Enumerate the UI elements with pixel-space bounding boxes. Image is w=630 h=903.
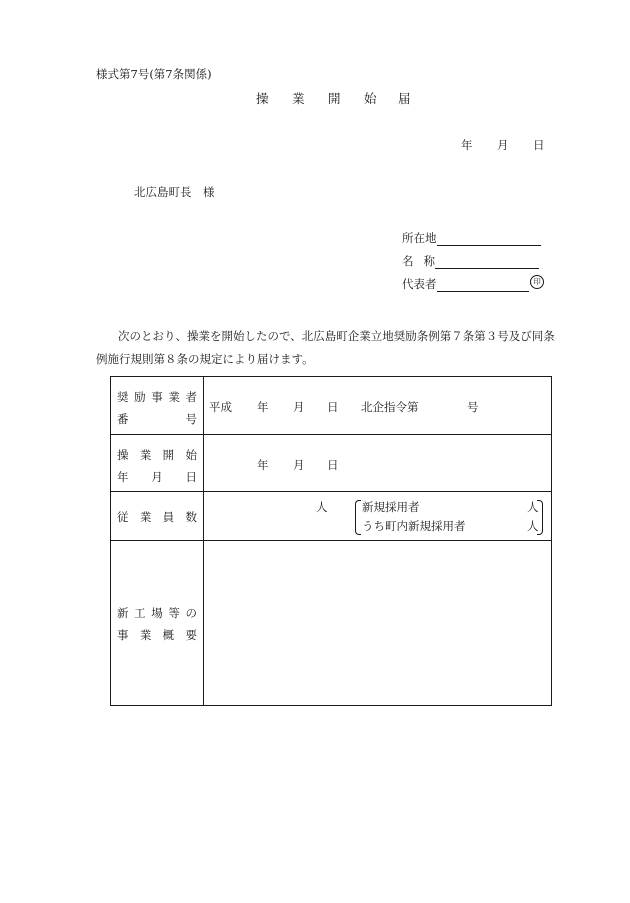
address-line[interactable] [437, 233, 541, 246]
representative-label: 代表者 [402, 277, 437, 291]
form-number: 様式第7号(第7条関係) [96, 67, 212, 81]
business-overview-field[interactable] [204, 541, 552, 706]
new-hires-unit[interactable]: 人 [527, 500, 539, 514]
row-label-operation-start-date: 操 業 開 始 年 月 日 [117, 448, 197, 484]
row-divider [111, 434, 551, 435]
address-label: 所在地 [402, 231, 437, 245]
local-hires-label: うち町内新規採用者 [362, 519, 466, 533]
era-label: 平成 [209, 400, 232, 414]
local-hires-unit[interactable]: 人 [527, 519, 539, 533]
row-divider [111, 491, 551, 492]
body-line-2: 例施行規則第８条の規定により届けます。 [96, 352, 314, 366]
body-line-1: 次のとおり、操業を開始したので、北広島町企業立地奨励条例第７条第３号及び同条 [118, 329, 555, 343]
name-label: 名 称 [402, 254, 435, 268]
employee-total-unit[interactable]: 人 [316, 500, 328, 514]
row-label-incentive-number: 奨 励 事 業 者 番 号 [117, 390, 197, 426]
representative-line[interactable] [437, 279, 529, 292]
incentive-number-field[interactable]: 平成 年 月 日 北企指令第 号 [209, 400, 479, 414]
addressee: 北広島町長 様 [134, 185, 215, 199]
application-table: 奨 励 事 業 者 番 号 平成 年 月 日 北企指令第 号 操 業 開 始 年 月 日 年 月 日 従 業 員 数 人 新規採用者 人 うち町内新規採用者 人 新 工 場 等 の 事 業 概 要 [110, 376, 552, 706]
row-label-business-overview: 新 工 場 等 の 事 業 概 要 [117, 606, 197, 642]
row-label-employee-count: 従 業 員 数 [117, 510, 197, 524]
directive-label: 北企指令第 [361, 400, 419, 414]
seal-mark: 印 [530, 275, 544, 289]
name-line[interactable] [435, 256, 539, 269]
new-hires-label: 新規採用者 [362, 500, 420, 514]
name-field[interactable] [402, 253, 539, 269]
number-suffix: 号 [467, 400, 479, 414]
address-field[interactable] [402, 230, 541, 246]
bracket-left [355, 500, 361, 535]
representative-field[interactable] [402, 276, 529, 292]
